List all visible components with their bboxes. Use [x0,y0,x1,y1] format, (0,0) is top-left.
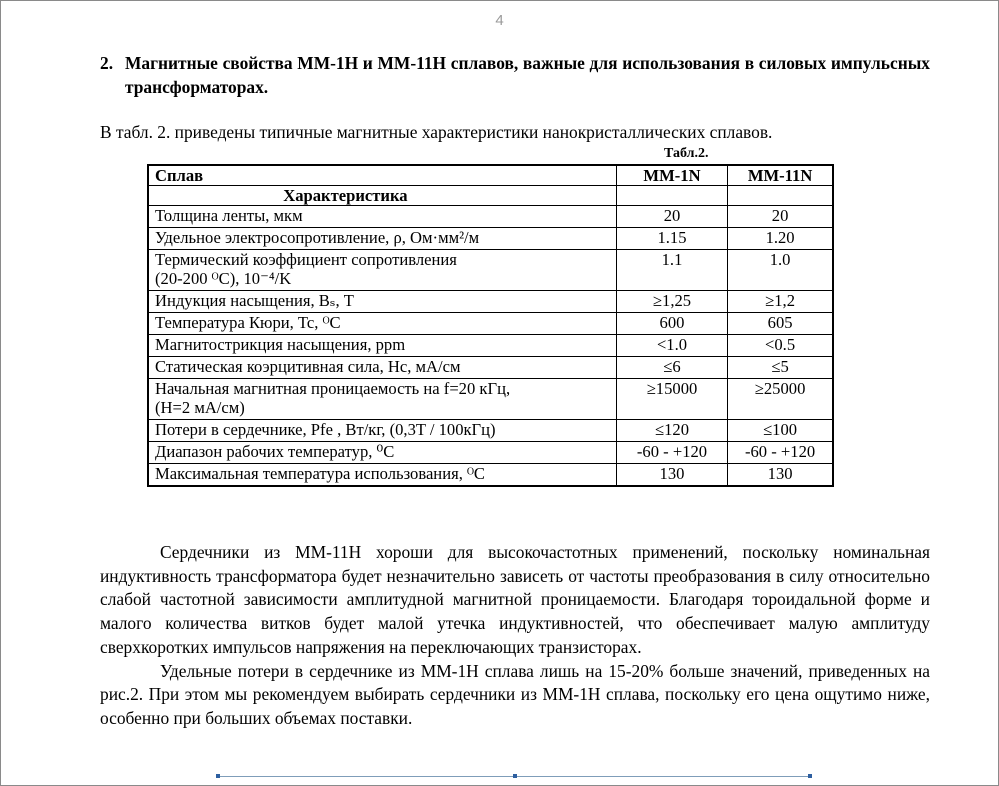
table-row [148,357,833,379]
value-mm1n: 20 [616,206,727,228]
row-label-text: Толщина ленты, мкм [155,206,303,225]
row-label [148,442,616,464]
value-mm11n: ≥1,2 [728,291,833,313]
table-header-row [148,165,833,186]
row-label [148,357,616,379]
table-row [148,228,833,250]
value-mm1n: ≥15000 [616,379,727,420]
paragraph-1: Сердечники из ММ-11Н хороши для высокочастотных применений, поскольку номинальная индуктивность трансформатора будет незначительно зависеть от частоты преобразования в силу относительно слабой частотной зависимости амплитудной магнитной проницаемости. Благодаря тороидальной форме и малого количества витков будет малой утечка индуктивностей, что обеспечивает малую амплитуду сверхкоротких импульсов напряжения на переключающих транзисторах. [100,542,930,657]
intro-paragraph: В табл. 2. приведены типичные магнитные характеристики нанокристаллических сплавов. [100,122,773,142]
row-label [148,228,616,250]
section-number: 2. [100,53,114,73]
value-mm1n: 1.1 [616,250,727,291]
value-mm11n: 130 [728,464,833,487]
row-label [148,464,616,487]
header-mm11n: MM-11N [728,165,833,186]
row-label [148,420,616,442]
row-label-text: Температура Кюри, Tc, ᴼС [155,313,341,332]
value-mm11n: 1.0 [728,250,833,291]
value-mm11n: -60 - +120 [728,442,833,464]
table-caption: Табл.2. [664,146,709,161]
resize-handle-right[interactable] [808,774,812,778]
value-mm1n: -60 - +120 [616,442,727,464]
value-mm11n: <0.5 [728,335,833,357]
table-row [148,379,833,420]
value-mm11n: 20 [728,206,833,228]
table-row [148,335,833,357]
body-text [100,541,930,731]
row-label [148,379,616,420]
section-title: Магнитные свойства ММ-1Н и ММ-11Н сплавов, важные для использования в силовых импульсных трансформаторах. [125,53,930,97]
table-subheader-row [148,186,833,206]
row-label-text: Потери в сердечнике, Pfe , Вт/кг, (0,3T / 100кГц) [155,420,496,439]
section-heading [100,51,930,99]
row-label-text: Удельное электросопротивление, ρ, Ом·мм²/м [155,228,480,247]
table-row [148,442,833,464]
row-label-text: Индукция насыщения, Bₛ, Т [155,291,354,310]
row-label [148,250,616,291]
row-label-text: Статическая коэрцитивная сила, Hc, мА/см [155,357,461,376]
paragraph-2: Удельные потери в сердечнике из ММ-1Н сплава лишь на 15-20% больше значений, приведенных на рис.2. При этом мы рекомендуем выбирать сердечники из ММ-1Н сплава, поскольку его цена ощутимо ниже, особенно при больших объемах поставки. [100,660,930,728]
row-label-line2: (20-200 ᴼС), 10⁻⁴/K [155,269,292,288]
table-row [148,250,833,291]
value-mm1n: <1.0 [616,335,727,357]
header-alloy: Сплав [148,165,616,186]
value-mm1n: 130 [616,464,727,487]
value-mm1n: ≤6 [616,357,727,379]
value-mm11n: ≥25000 [728,379,833,420]
value-mm11n: 1.20 [728,228,833,250]
value-mm11n: 605 [728,313,833,335]
row-label-text: Термический коэффициент сопротивления [155,250,457,269]
row-label [148,335,616,357]
table-row [148,313,833,335]
table-row [148,206,833,228]
row-label-line2: (H=2 мА/см) [155,398,245,417]
row-label [148,313,616,335]
table-row [148,291,833,313]
value-mm1n: ≥1,25 [616,291,727,313]
row-label [148,206,616,228]
value-mm1n: ≤120 [616,420,727,442]
row-label-text: Начальная магнитная проницаемость на f=20 кГц, [155,379,511,398]
resize-handle-middle[interactable] [513,774,517,778]
row-label [148,291,616,313]
resize-handle-left[interactable] [216,774,220,778]
properties-table [147,164,834,487]
value-mm11n: ≤100 [728,420,833,442]
header-mm1n: MM-1N [616,165,727,186]
header-characteristic: Характеристика [148,186,616,206]
page-number: 4 [495,12,504,29]
table-row [148,420,833,442]
row-label-text: Магнитострикция насыщения, ppm [155,335,406,354]
value-mm11n: ≤5 [728,357,833,379]
table-row [148,464,833,487]
value-mm1n: 1.15 [616,228,727,250]
row-label-text: Диапазон рабочих температур, ⁰С [155,442,395,461]
row-label-text: Максимальная температура использования, ᴼС [155,464,486,483]
value-mm1n: 600 [616,313,727,335]
